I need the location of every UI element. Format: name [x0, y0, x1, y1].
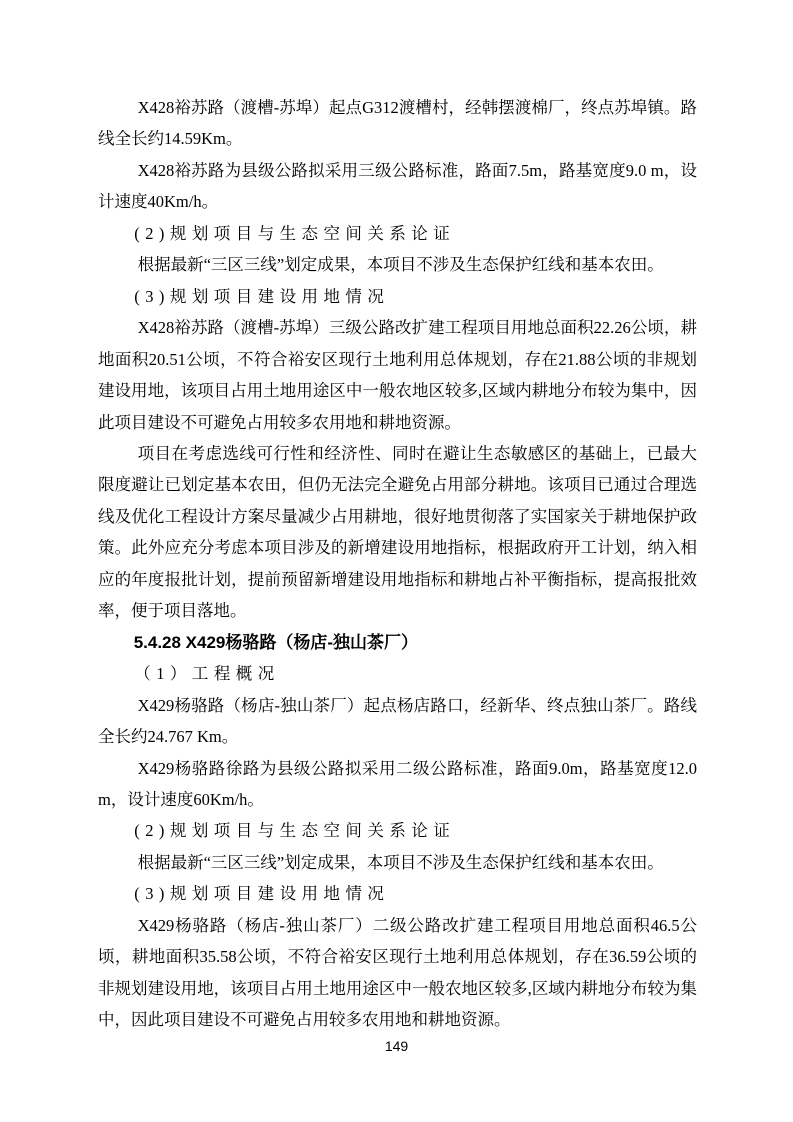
page-number: 149 — [384, 1038, 409, 1054]
subsection-label-land-use-1: (3)规划项目建设用地情况 — [134, 286, 390, 306]
paragraph-x429-standard: X429杨骆路徐路为县级公路拟采用二级公路标准，路面9.0m，路基宽度12.0m，设计速度60Km/h。 — [98, 758, 697, 809]
paragraph-x428-land-area: X428裕苏路（渡槽-苏埠）三级公路改扩建工程项目用地总面积22.26公顷，耕地面积20.51公顷，不符合裕安区现行土地利用总体规划，存在21.88公顷的非规划建设用地，该项目占用土地用途区中一般农地区较多,区域内耕地分布较为集中，因此项目建设不可避免占用较多农用地和耕地资源。 — [98, 318, 697, 432]
document-text-block — [98, 92, 697, 1036]
subsection-label-eco-space-1: (2)规划项目与生态空间关系论证 — [134, 223, 456, 243]
paragraph-x428-overview: X428裕苏路（渡槽-苏埠）起点G312渡槽村，经韩摆渡棉厂，终点苏埠镇。路线全长约14.59Km。 — [98, 98, 697, 149]
subsection-label-land-use-2: (3)规划项目建设用地情况 — [134, 884, 390, 904]
paragraph-x428-standard: X428裕苏路为县级公路拟采用三级公路标准，路面7.5m，路基宽度9.0 m，设计速度40Km/h。 — [98, 160, 697, 212]
paragraph-x429-overview: X429杨骆路（杨店-独山茶厂）起点杨店路口，经新华、终点独山茶厂。路线全长约24.767 Km。 — [98, 695, 697, 747]
subsection-label-project-brief: （1）工程概况 — [134, 664, 280, 684]
paragraph-redline-1: 根据最新“三区三线”划定成果，本项目不涉及生态保护红线和基本农田。 — [137, 255, 664, 275]
paragraph-redline-2: 根据最新“三区三线”划定成果，本项目不涉及生态保护红线和基本农田。 — [137, 852, 664, 872]
section-heading-5-4-28: 5.4.28 X429杨骆路（杨店-独山茶厂） — [133, 632, 419, 652]
paragraph-x429-land-area: X429杨骆路（杨店-独山茶厂）二级公路改扩建工程项目用地总面积46.5公顷，耕地面积35.58公顷，不符合裕安区现行土地利用总体规划，存在36.59公顷的非规划建设用地，该项目占用土地用途区中一般农地区较多,区域内耕地分布较为集中，因此项目建设不可避免占用较多农用地和耕地资源。 — [98, 915, 697, 1030]
subsection-label-eco-space-2: (2)规划项目与生态空间关系论证 — [134, 821, 456, 841]
paragraph-farmland-policy: 项目在考虑选线可行性和经济性、同时在避让生态敏感区的基础上，已最大限度避让已划定基本农田，但仍无法完全避免占用部分耕地。该项目已通过合理选线及优化工程设计方案尽量减少占用耕地，很好地贯彻落了实国家关于耕地保护政策。此外应充分考虑本项目涉及的新增建设用地指标，根据政府开工计划，纳入相应的年度报批计划，提前预留新增建设用地指标和耕地占补平衡指标，提高报批效率，便于项目落地。 — [98, 443, 697, 621]
